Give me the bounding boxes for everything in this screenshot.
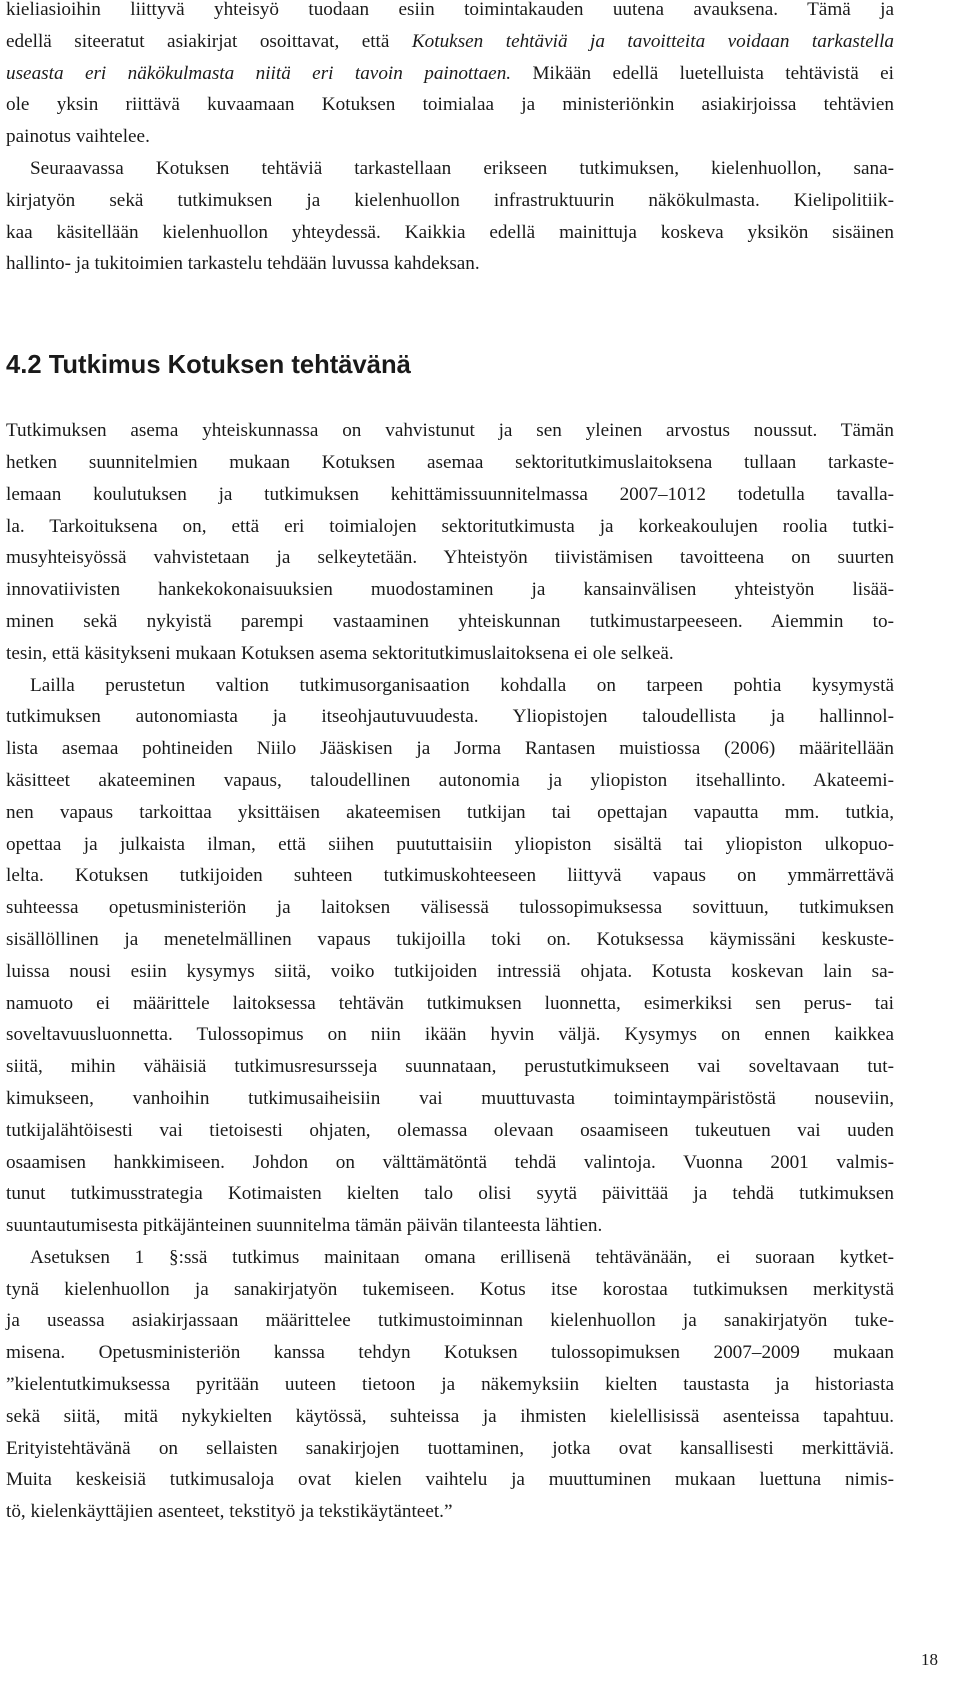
text-line: Asetuksen 1 §:ssä tutkimus mainitaan omana erillisenä tehtävänään, ei suoraan kytket- [30, 1246, 894, 1268]
text-line: tesin, että käsitykseni mukaan Kotuksen asema sektoritutkimuslaitoksena ei ole selkeä. [6, 642, 674, 664]
text-line: tynä kielenhuollon ja sanakirjatyön tukemiseen. Kotus itse korostaa tutkimuksen merkitystä [6, 1278, 894, 1300]
text-span: Mikään edellä luetelluista tehtävistä ei [511, 62, 894, 84]
italic-text: useasta eri näkökulmasta niitä eri tavoin painottaen. [6, 62, 512, 84]
page-number: 18 [921, 1650, 938, 1669]
text-line: tutkimuksen autonomiasta ja itseohjautuvuudesta. Yliopistojen taloudellista ja hallinnol- [6, 706, 894, 728]
section-paragraph-2 [6, 670, 894, 1242]
text-line: namuoto ei määrittele laitoksessa tehtävän tutkimuksen luonnetta, esimerkiksi sen perus- tai [6, 992, 894, 1014]
text-line: lelta. Kotuksen tutkijoiden suhteen tutkimuskohteeseen liittyvä vapaus on ymmärrettävä [6, 865, 894, 887]
text-line: kieliasioihin liittyvä yhteisyö tuodaan esiin toimintakauden uutena avauksena. Tämä ja [6, 0, 894, 20]
italic-text: Kotuksen tehtäviä ja tavoitteita voidaan tarkastella [411, 30, 894, 52]
text-line: opettaa ja julkaista ilman, että siihen puututtaisiin yliopiston sisältä tai yliopiston ulkopuo- [6, 833, 894, 855]
text-line: luissa nousi esiin kysymys siitä, voiko tutkijoiden intressiä ohjata. Kotusta koskevan lain sa- [6, 960, 894, 982]
text-line: Lailla perustetun valtion tutkimusorganisaation kohdalla on tarpeen pohtia kysymystä [30, 674, 894, 696]
intro-paragraph [6, 0, 894, 153]
text-line: lemaan koulutuksen ja tutkimuksen kehittämissuunnitelmassa 2007–1012 todetulla tavalla- [6, 483, 894, 505]
text-line: musyhteisyössä vahvistetaan ja selkeytetään. Yhteistyön tiivistämisen tavoitteena on suurten [6, 547, 894, 569]
document-page [6, 0, 894, 1528]
text-line: kirjatyön sekä tutkimuksen ja kielenhuollon infrastruktuurin näkökulmasta. Kielipolitiik- [6, 189, 894, 211]
text-line: Erityistehtävänä on sellaisten sanakirjojen tuottaminen, jotka ovat kansallisesti merkittäviä. [6, 1437, 894, 1459]
text-line: sekä siitä, mitä nykykielten käytössä, suhteissa ja ihmisten kielellisissä asenteissa tapahtuu. [6, 1405, 894, 1427]
text-line: minen sekä nykyistä parempi vastaaminen yhteiskunnan tutkimustarpeeseen. Aiemmin to- [6, 610, 894, 632]
text-line: kaa käsitellään kielenhuollon yhteydessä. Kaikkia edellä mainittuja koskeva yksikön sisäinen [6, 221, 894, 243]
text-line: sisällöllinen ja menetelmällinen vapaus tukijoilla toki on. Kotuksessa käymissäni keskuste- [6, 928, 894, 950]
text-line: tö, kielenkäyttäjien asenteet, tekstityö ja tekstikäytänteet.” [6, 1501, 453, 1523]
section-paragraph-3 [6, 1242, 894, 1528]
text-span: edellä siteeratut asiakirjat osoittavat, että [6, 30, 412, 52]
section-heading: 4.2 Tutkimus Kotuksen tehtävänä [6, 351, 411, 380]
text-line: ole yksin riittävä kuvaamaan Kotuksen toimialaa ja ministeriönkin asiakirjoissa tehtävien [6, 94, 894, 116]
text-line: tunut tutkimusstrategia Kotimaisten kielten talo olisi syytä päivittää ja tehdä tutkimuksen [6, 1183, 894, 1205]
text-line: tutkijalähtöisesti vai tietoisesti ohjaten, olemassa olevaan osaamiseen tukeutuen vai uuden [6, 1119, 894, 1141]
text-line: hallinto- ja tukitoimien tarkastelu tehdään luvussa kahdeksan. [6, 253, 480, 275]
text-line [6, 58, 894, 90]
text-line: lista asemaa pohtineiden Niilo Jääskisen ja Jorma Rantasen muistiossa (2006) määritellään [6, 738, 894, 760]
text-line: suhteessa opetusministeriön ja laitoksen välisessä tulossopimuksessa sovittuun, tutkimuksen [6, 897, 894, 919]
text-line: ja useassa asiakirjassaan määrittelee tutkimustoiminnan kielenhuollon ja sanakirjatyön tuke- [6, 1310, 894, 1332]
text-line [6, 26, 894, 58]
text-line: nen vapaus tarkoittaa yksittäisen akateemisen tutkijan tai opettajan vapautta mm. tutkia, [6, 801, 894, 823]
text-line: käsitteet akateeminen vapaus, taloudellinen autonomia ja yliopiston itsehallinto. Akateemi- [6, 769, 894, 791]
text-line: hetken suunnitelmien mukaan Kotuksen asemaa sektoritutkimuslaitoksena tullaan tarkaste- [6, 451, 894, 473]
text-line: ”kielentutkimuksessa pyritään uuteen tietoon ja näkemyksiin kielten taustasta ja historiasta [6, 1374, 894, 1396]
text-line: osaamisen hankkimiseen. Johdon on välttämätöntä tehdä valintoja. Vuonna 2001 valmis- [6, 1151, 894, 1173]
text-line: la. Tarkoituksena on, että eri toimialojen sektoritutkimusta ja korkeakoulujen roolia tutki- [6, 515, 894, 537]
text-line: Seuraavassa Kotuksen tehtäviä tarkastellaan erikseen tutkimuksen, kielenhuollon, sana- [30, 157, 894, 179]
text-line: suuntautumisesta pitkäjänteinen suunnitelma tämän päivän tilanteesta lähtien. [6, 1215, 603, 1237]
second-paragraph [6, 153, 894, 280]
section-paragraph-1 [6, 415, 894, 669]
text-line: misena. Opetusministeriön kanssa tehdyn Kotuksen tulossopimuksen 2007–2009 mukaan [6, 1342, 894, 1364]
text-line: siitä, mihin vähäisiä tutkimusresursseja suunnataan, perustutkimukseen vai soveltavaan tut- [6, 1056, 894, 1078]
text-line: kimukseen, vanhoihin tutkimusaiheisiin vai muuttuvasta toimintaympäristöstä nouseviin, [6, 1087, 894, 1109]
text-line: Tutkimuksen asema yhteiskunnassa on vahvistunut ja sen yleinen arvostus noussut. Tämän [6, 420, 894, 442]
text-line: Muita keskeisiä tutkimusaloja ovat kielen vaihtelu ja muuttuminen mukaan luettuna nimis- [6, 1469, 894, 1491]
text-line: painotus vaihtelee. [6, 126, 150, 148]
text-line: innovatiivisten hankekokonaisuuksien muodostaminen ja kansainvälisen yhteistyön lisää- [6, 579, 894, 601]
text-line: soveltavuusluonnetta. Tulossopimus on niin ikään hyvin väljä. Kysymys on ennen kaikkea [6, 1024, 894, 1046]
